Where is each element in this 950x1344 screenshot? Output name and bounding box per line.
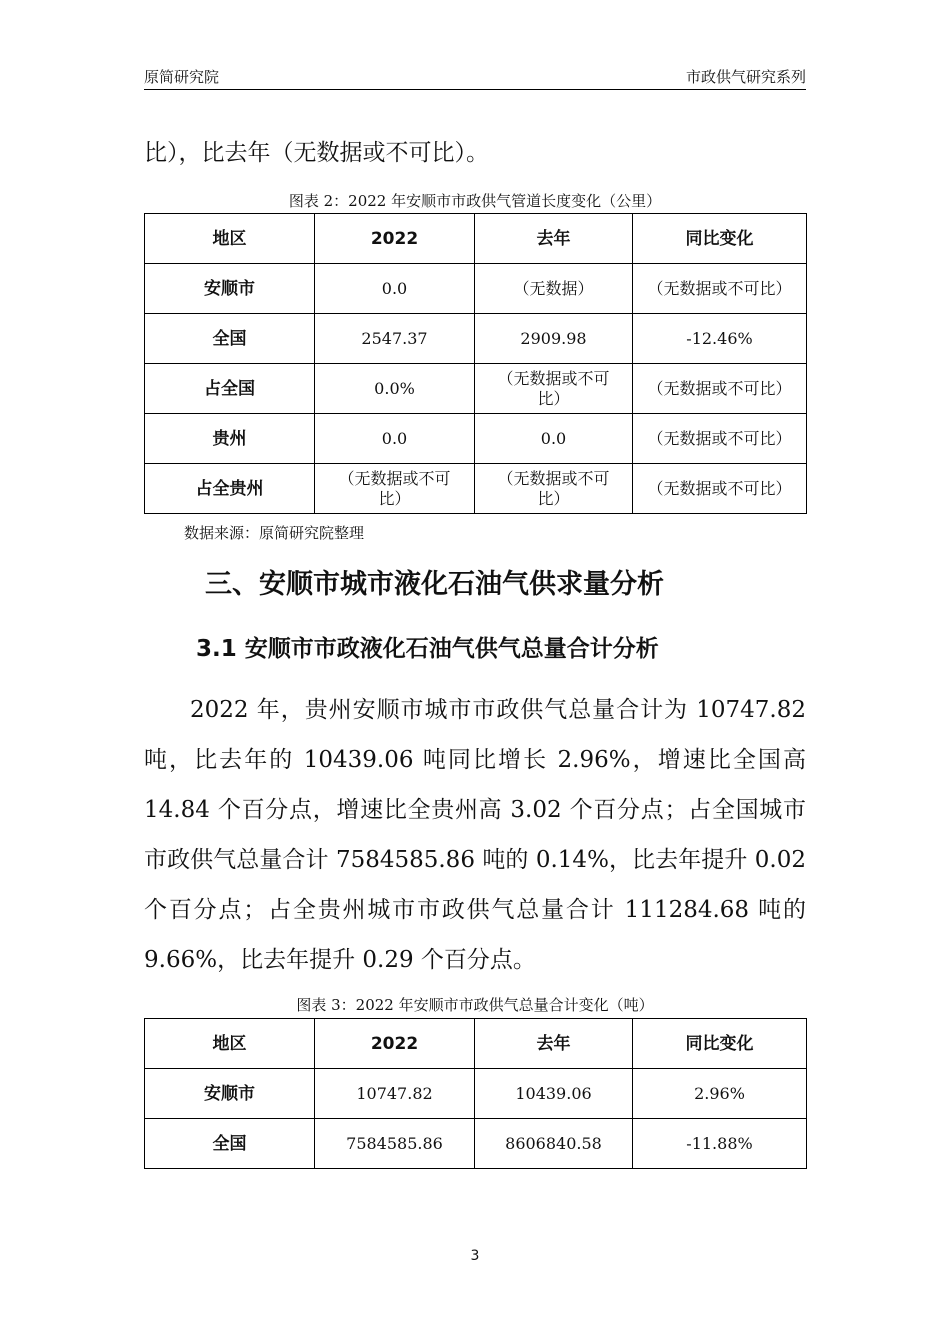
table-row xyxy=(145,464,807,514)
table-cell: （无数据或不可比） xyxy=(633,464,807,514)
header-org: 原简研究院 xyxy=(144,68,220,86)
table-cell: -11.88% xyxy=(633,1119,807,1169)
table-cell: 全国 xyxy=(145,1119,315,1169)
table-cell: （无数据或不可比） xyxy=(633,364,807,414)
table-cell: 2547.37 xyxy=(315,314,475,364)
paragraph-text: 2022 年，贵州安顺市城市市政供气总量合计为 10747.82 吨，比去年的 10439.06 吨同比增长 2.96%，增速比全国高 14.84 个百分点，增速比全贵州高 3.02 个百分点；占全国城市市政供气总量合计 7584585.86 吨的 0.14%，比去年提升 0.02 个百分点；占全贵州城市市政供气总量合计 111284.68 吨的 9.66%，比去年提升 0.29 个百分点。 xyxy=(144,697,806,973)
table-cell: （无数据或不可比） xyxy=(475,364,633,414)
col-header: 地区 xyxy=(145,214,315,264)
table-cell: （无数据或不可比） xyxy=(633,414,807,464)
table-row xyxy=(145,414,807,464)
table2-caption: 图表 2：2022 年安顺市市政供气管道长度变化（公里） xyxy=(288,192,662,210)
table-cell: 2909.98 xyxy=(475,314,633,364)
section-title: 三、安顺市城市液化石油气供求量分析 xyxy=(205,569,664,600)
col-header: 同比变化 xyxy=(633,214,807,264)
col-header: 去年 xyxy=(475,1019,633,1069)
table-cell: 10439.06 xyxy=(475,1069,633,1119)
table-cell: 0.0 xyxy=(315,414,475,464)
table-cell: 0.0% xyxy=(315,364,475,414)
table-cell: 10747.82 xyxy=(315,1069,475,1119)
table-cell: 0.0 xyxy=(475,414,633,464)
table-row xyxy=(145,264,807,314)
table-cell: （无数据或不可比） xyxy=(315,464,475,514)
header-series: 市政供气研究系列 xyxy=(685,68,806,86)
table-cell: （无数据或不可比） xyxy=(475,464,633,514)
table-cell: 8606840.58 xyxy=(475,1119,633,1169)
table-row xyxy=(145,364,807,414)
intro-line: 比），比去年（无数据或不可比）。 xyxy=(144,140,489,166)
header-rule xyxy=(144,89,806,90)
table2-source: 数据来源：原简研究院整理 xyxy=(184,524,365,542)
col-header: 同比变化 xyxy=(633,1019,807,1069)
table-cell: 占全贵州 xyxy=(145,464,315,514)
analysis-paragraph xyxy=(144,685,806,985)
col-header: 2022 xyxy=(315,214,475,264)
table-cell: 安顺市 xyxy=(145,1069,315,1119)
table-cell: 2.96% xyxy=(633,1069,807,1119)
table-cell: 占全国 xyxy=(145,364,315,414)
col-header: 2022 xyxy=(315,1019,475,1069)
table-cell: 7584585.86 xyxy=(315,1119,475,1169)
page-number: 3 xyxy=(470,1248,480,1264)
table-row xyxy=(145,314,807,364)
table-row xyxy=(145,1119,807,1169)
table-header-row xyxy=(145,214,807,264)
table3 xyxy=(144,1018,807,1169)
subsection-title: 3.1 安顺市市政液化石油气供气总量合计分析 xyxy=(196,636,659,662)
table2 xyxy=(144,213,807,514)
table-cell: -12.46% xyxy=(633,314,807,364)
table-cell: （无数据） xyxy=(475,264,633,314)
table-header-row xyxy=(145,1019,807,1069)
table-cell: 全国 xyxy=(145,314,315,364)
table3-caption: 图表 3：2022 年安顺市市政供气总量合计变化（吨） xyxy=(296,996,654,1014)
col-header: 去年 xyxy=(475,214,633,264)
table-cell: 贵州 xyxy=(145,414,315,464)
table-cell: 0.0 xyxy=(315,264,475,314)
col-header: 地区 xyxy=(145,1019,315,1069)
table-row xyxy=(145,1069,807,1119)
table-cell: 安顺市 xyxy=(145,264,315,314)
table-cell: （无数据或不可比） xyxy=(633,264,807,314)
